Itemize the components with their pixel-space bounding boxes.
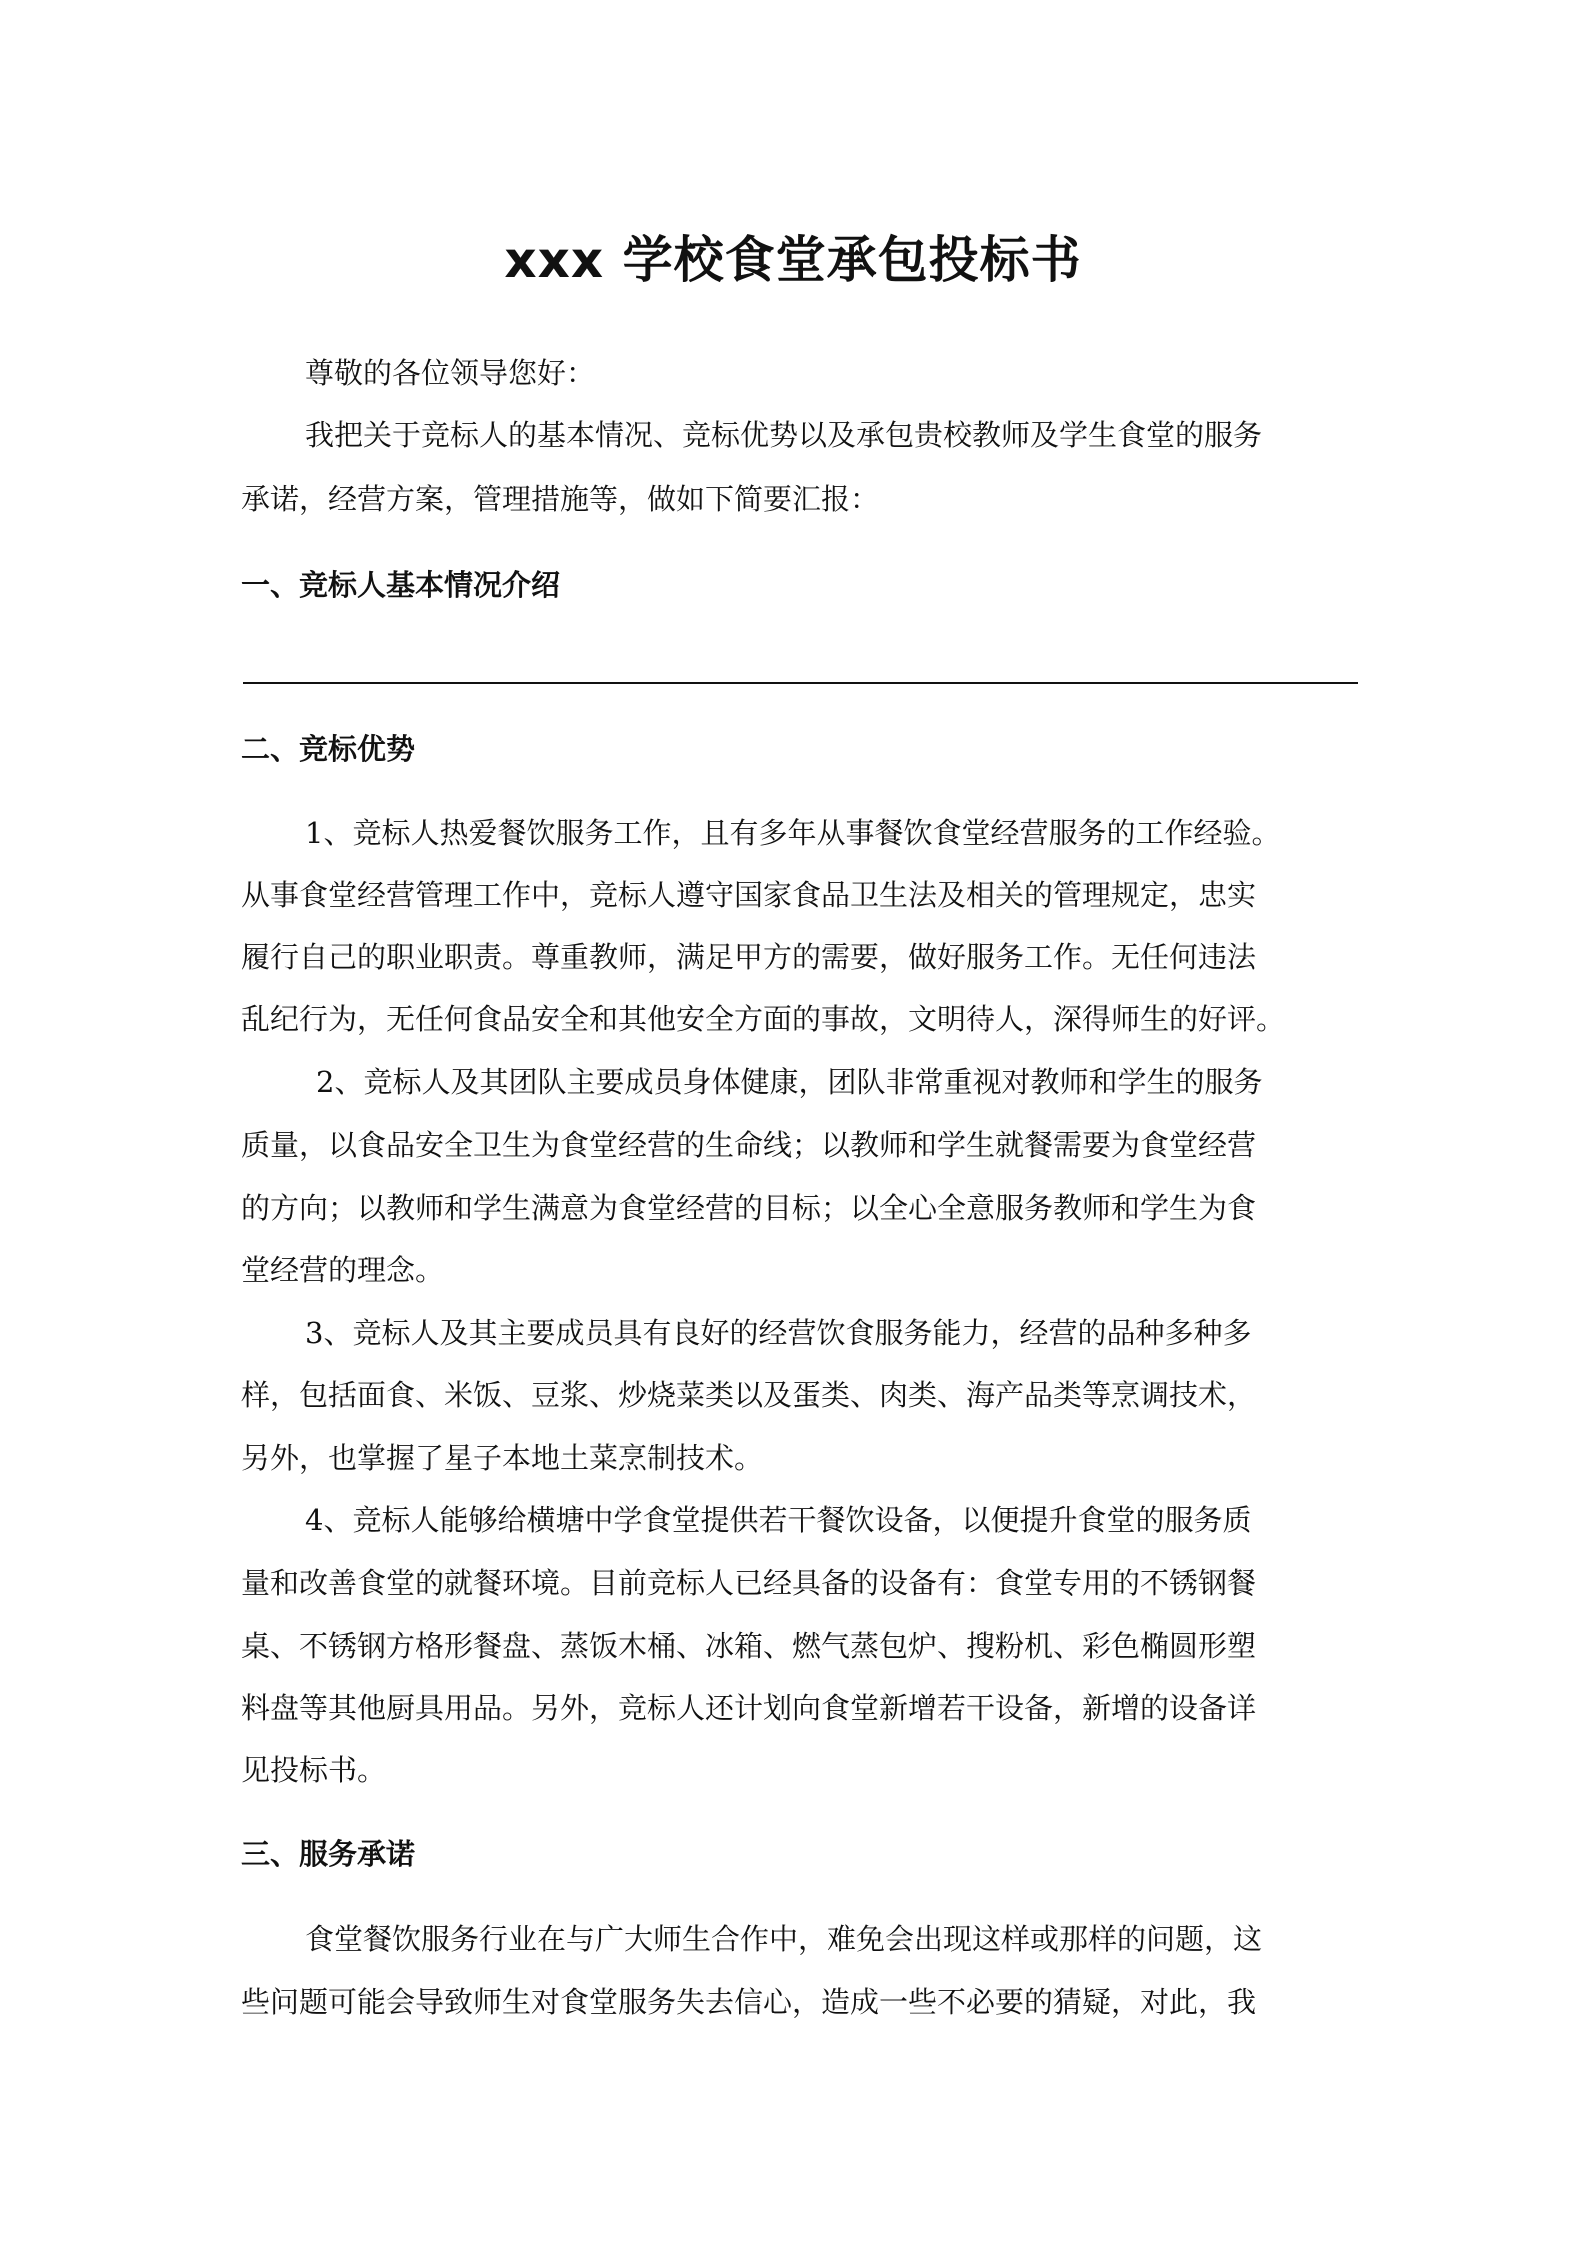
section2-heading: 二、竞标优势 <box>241 732 416 766</box>
paragraph-line: 堂经营的理念。 <box>241 1253 445 1287</box>
paragraph-line: 些问题可能会导致师生对食堂服务失去信心，造成一些不必要的猜疑，对此，我 <box>241 1985 1257 2019</box>
blank-underline <box>243 682 1358 684</box>
paragraph-line: 2、竞标人及其团队主要成员身体健康，团队非常重视对教师和学生的服务 <box>316 1065 1263 1099</box>
document-title: xxx 学校食堂承包投标书 <box>504 231 1082 289</box>
greeting: 尊敬的各位领导您好： <box>305 356 596 390</box>
paragraph-line: 食堂餐饮服务行业在与广大师生合作中，难免会出现这样或那样的问题，这 <box>305 1922 1263 1956</box>
section3-heading: 三、服务承诺 <box>241 1837 416 1871</box>
paragraph-line: 4、竞标人能够给横塘中学食堂提供若干餐饮设备，以便提升食堂的服务质 <box>305 1503 1252 1537</box>
paragraph-line: 质量，以食品安全卫生为食堂经营的生命线；以教师和学生就餐需要为食堂经营 <box>241 1128 1257 1162</box>
paragraph-line: 另外，也掌握了星子本地土菜烹制技术。 <box>241 1441 764 1475</box>
paragraph-line: 1、竞标人热爱餐饮服务工作，且有多年从事餐饮食堂经营服务的工作经验。 <box>305 816 1281 850</box>
paragraph-line: 桌、不锈钢方格形餐盘、蒸饭木桶、冰箱、燃气蒸包炉、搜粉机、彩色椭圆形塑 <box>241 1629 1257 1663</box>
paragraph-line: 履行自己的职业职责。尊重教师，满足甲方的需要，做好服务工作。无任何违法 <box>241 940 1257 974</box>
paragraph-line: 乱纪行为，无任何食品安全和其他安全方面的事故，文明待人，深得师生的好评。 <box>241 1002 1286 1036</box>
paragraph-line: 3、竞标人及其主要成员具有良好的经营饮食服务能力，经营的品种多种多 <box>305 1316 1252 1350</box>
intro-line: 承诺，经营方案，管理措施等，做如下简要汇报： <box>241 482 880 516</box>
paragraph-line: 的方向；以教师和学生满意为食堂经营的目标；以全心全意服务教师和学生为食 <box>241 1191 1257 1225</box>
paragraph-line: 见投标书。 <box>241 1753 387 1787</box>
intro-line: 我把关于竞标人的基本情况、竞标优势以及承包贵校教师及学生食堂的服务 <box>305 418 1263 452</box>
paragraph-line: 样，包括面食、米饭、豆浆、炒烧菜类以及蛋类、肉类、海产品类等烹调技术， <box>241 1378 1257 1412</box>
paragraph-line: 从事食堂经营管理工作中，竞标人遵守国家食品卫生法及相关的管理规定，忠实 <box>241 878 1257 912</box>
paragraph-line: 量和改善食堂的就餐环境。目前竞标人已经具备的设备有：食堂专用的不锈钢餐 <box>241 1566 1257 1600</box>
paragraph-line: 料盘等其他厨具用品。另外，竞标人还计划向食堂新增若干设备，新增的设备详 <box>241 1691 1257 1725</box>
section1-heading: 一、竞标人基本情况介绍 <box>241 568 561 602</box>
